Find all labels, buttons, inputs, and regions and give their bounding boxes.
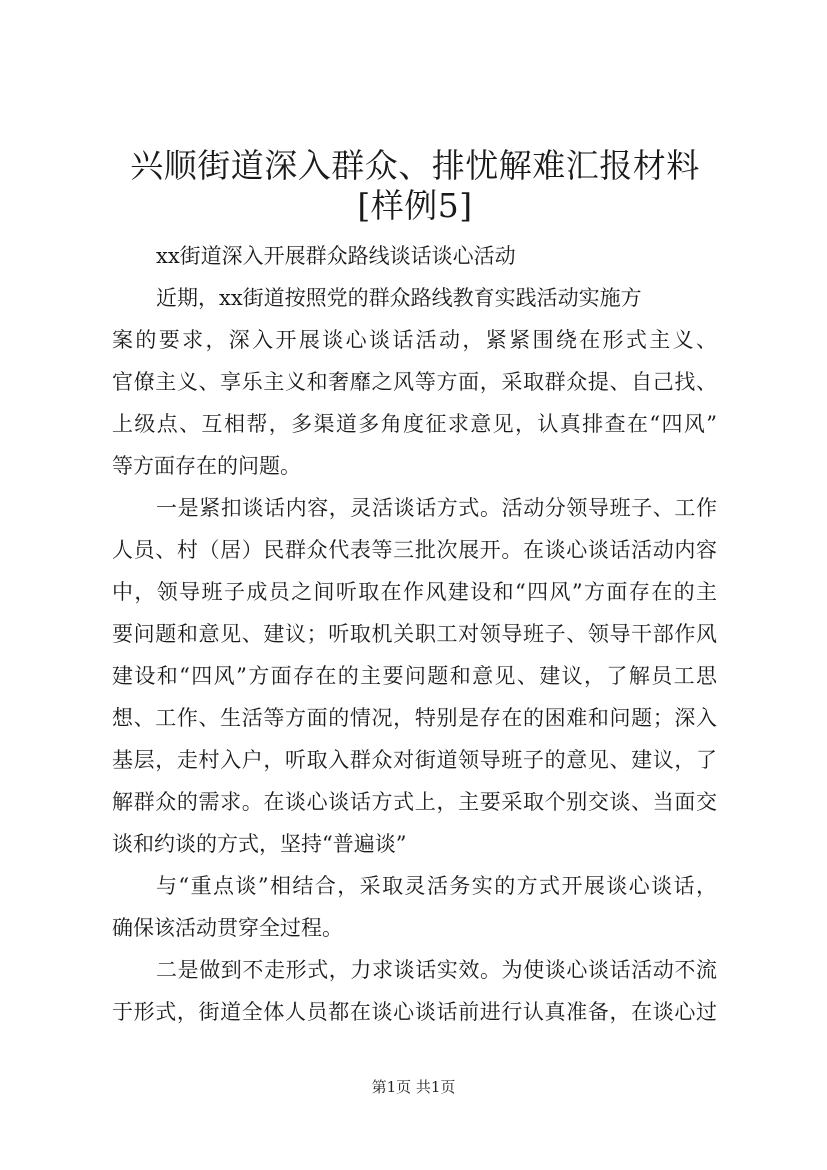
paragraph-line: 确保该活动贯穿全过程。 xyxy=(112,916,343,940)
paragraph-line: 等方面存在的问题。 xyxy=(112,454,301,478)
paragraph-line: 官僚主义、享乐主义和奢靡之风等方面，采取群众提、自己找、 xyxy=(112,370,717,394)
paragraph-line: 于形式，街道全体人员都在谈心谈话前进行认真准备，在谈心过 xyxy=(112,1000,717,1024)
paragraph-line: 解群众的需求。在谈心谈话方式上，主要采取个别交谈、当面交 xyxy=(112,790,717,814)
paragraph-line: 二是做到不走形式，力求谈话实效。为使谈心谈话活动不流 xyxy=(156,958,717,982)
document-title: 兴顺街道深入群众、排忧解难汇报材料[样例5] xyxy=(130,146,700,225)
paragraph-line: 谈和约谈的方式，坚持“普遍谈” xyxy=(112,832,407,856)
paragraph-line: 建设和“四风”方面存在的主要问题和意见、建议，了解员工思 xyxy=(112,664,717,688)
paragraph-line: 与“重点谈”相结合，采取灵活务实的方式开展谈心谈话， xyxy=(156,874,717,898)
paragraph-line: 中，领导班子成员之间听取在作风建设和“四风”方面存在的主 xyxy=(112,580,717,604)
subtitle-line: xx街道深入开展群众路线谈话谈心活动 xyxy=(156,244,516,268)
paragraph-line: 想、工作、生活等方面的情况，特别是存在的困难和问题；深入 xyxy=(112,706,717,730)
paragraph-line: 要问题和意见、建议；听取机关职工对领导班子、领导干部作风 xyxy=(112,622,717,646)
paragraph-line: 上级点、互相帮，多渠道多角度征求意见，认真排查在“四风” xyxy=(112,412,717,436)
paragraph-line: 人员、村（居）民群众代表等三批次展开。在谈心谈话活动内容 xyxy=(112,538,717,562)
paragraph-line: 案的要求，深入开展谈心谈话活动，紧紧围绕在形式主义、 xyxy=(112,328,717,352)
paragraph-line: 一是紧扣谈话内容，灵活谈话方式。活动分领导班子、工作 xyxy=(156,496,717,520)
paragraph-line: 基层，走村入户，听取入群众对街道领导班子的意见、建议，了 xyxy=(112,748,717,772)
paragraph-line: 近期，xx街道按照党的群众路线教育实践活动实施方 xyxy=(156,286,642,310)
page-footer: 第1页 共1页 xyxy=(371,1078,456,1096)
